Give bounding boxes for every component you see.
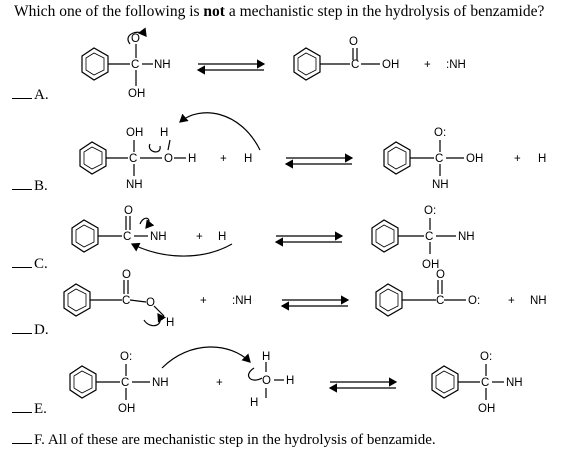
- atom-label: NH: [126, 179, 143, 191]
- atom-label: OH: [478, 403, 496, 415]
- option-letter: A.: [34, 87, 49, 103]
- atom-label: O:: [120, 351, 133, 363]
- atom-label: C: [121, 377, 130, 389]
- plus-sign: +: [216, 377, 223, 389]
- atom-label: OH: [422, 259, 440, 271]
- atom-label: H: [286, 375, 295, 387]
- question-emphasis: not: [203, 3, 225, 20]
- atom-label: O: [164, 153, 173, 165]
- benzene-ring-icon: [72, 220, 98, 252]
- atom-label: O:: [434, 127, 447, 139]
- atom-label: O:: [424, 205, 437, 217]
- atom-label: C: [435, 153, 444, 165]
- molecule-label: H: [218, 231, 227, 243]
- question-prefix: Which one of the following is: [14, 3, 204, 20]
- scheme-b: [80, 113, 464, 176]
- atom-label: OH: [466, 153, 484, 165]
- option-f-text: All of these are mechanistic step in the hydrolysis of benzamide.: [47, 432, 436, 448]
- molecule-label: NH: [530, 295, 547, 307]
- atom-label: O: [262, 375, 271, 387]
- benzene-ring-icon: [432, 366, 458, 398]
- scheme-a: [82, 32, 380, 86]
- plus-sign: +: [200, 295, 207, 307]
- atom-label: NH: [432, 179, 449, 191]
- plus-sign: +: [196, 231, 203, 243]
- atom-label: C: [123, 231, 132, 243]
- molecule-label: H: [538, 153, 547, 165]
- atom-label: C: [131, 59, 140, 71]
- benzene-ring-icon: [80, 142, 106, 174]
- atom-label: H: [262, 351, 271, 363]
- atom-label: H: [166, 317, 175, 329]
- atom-label: OH: [128, 88, 146, 100]
- atom-label: NH: [506, 377, 523, 389]
- atom-label: OH: [382, 59, 400, 71]
- atom-label: C: [436, 295, 445, 307]
- option-letter: B.: [34, 178, 48, 194]
- benzene-ring-icon: [372, 220, 398, 252]
- plus-sign: +: [424, 59, 431, 71]
- atom-label: H: [250, 397, 259, 409]
- atom-label: C: [425, 231, 434, 243]
- benzene-ring-icon: [70, 366, 96, 398]
- atom-label: OH: [118, 403, 136, 415]
- atom-label: NH: [150, 231, 167, 243]
- atom-label: O: [131, 33, 140, 45]
- atom-label: NH: [458, 231, 475, 243]
- benzene-ring-icon: [82, 48, 108, 80]
- atom-label: O:: [480, 351, 493, 363]
- atom-label: :NH: [446, 59, 466, 71]
- benzene-ring-icon: [64, 284, 90, 316]
- atom-label: O: [122, 269, 131, 281]
- atom-label: O: [436, 269, 445, 281]
- atom-label: O: [349, 36, 358, 48]
- atom-label: NH: [152, 377, 169, 389]
- plus-sign: +: [514, 153, 521, 165]
- plus-sign: +: [508, 295, 515, 307]
- atom-label: NH: [154, 59, 171, 71]
- atom-label: C: [122, 295, 131, 307]
- atom-label: H: [188, 153, 197, 165]
- atom-label: C: [481, 377, 490, 389]
- atom-label: O: [124, 205, 133, 217]
- option-letter: E.: [34, 401, 47, 417]
- question-suffix: a mechanistic step in the hydrolysis of benzamide?: [224, 3, 545, 20]
- benzene-ring-icon: [384, 142, 410, 174]
- plus-sign: +: [220, 153, 227, 165]
- atom-label: C: [351, 59, 360, 71]
- molecule-label: H: [244, 153, 253, 165]
- option-letter: C.: [34, 256, 48, 272]
- option-letter: D.: [34, 322, 49, 338]
- option-letter: F.: [34, 432, 45, 448]
- benzene-ring-icon: [294, 48, 320, 80]
- molecule-label: :NH: [232, 295, 252, 307]
- benzene-ring-icon: [376, 284, 402, 316]
- atom-label: O: [146, 297, 155, 309]
- atom-label: H: [160, 127, 169, 139]
- atom-label: O:: [468, 295, 481, 307]
- atom-label: OH: [126, 127, 144, 139]
- scheme-e: [70, 347, 504, 400]
- atom-label: C: [129, 153, 138, 165]
